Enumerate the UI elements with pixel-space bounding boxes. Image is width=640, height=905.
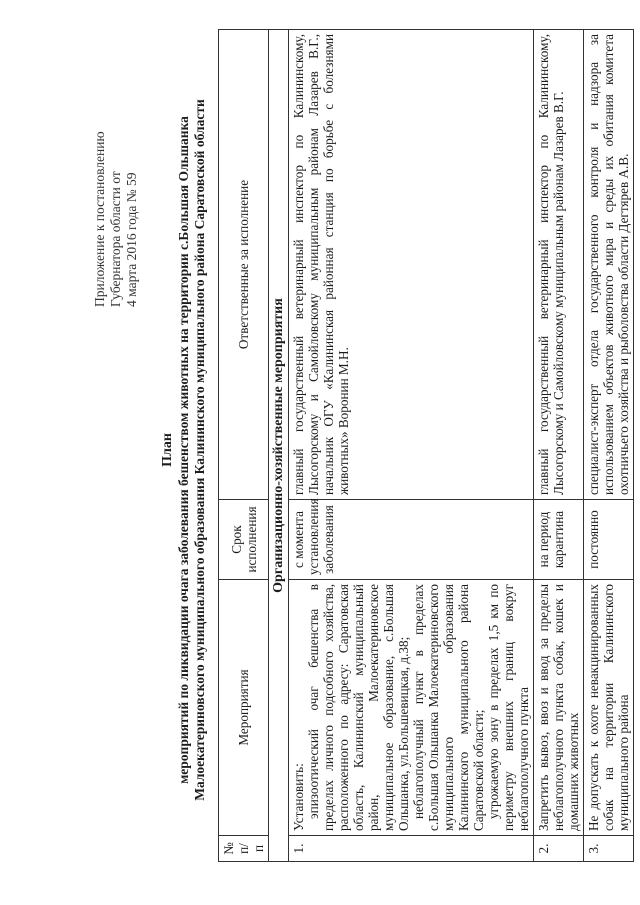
table-row: [534, 30, 584, 862]
measures-table: [218, 29, 634, 862]
header-num: № п/п: [219, 836, 269, 862]
approval-line-2: Губернатора области от: [108, 171, 123, 307]
section-row: [269, 30, 289, 862]
header-responsible: Ответственные за исполнение: [219, 30, 269, 500]
document-title: [160, 35, 208, 865]
table-row: [584, 30, 634, 862]
row-measure: Запретить вывоз, ввоз и ввод за пределы неблагополучного пункта собак, кошек и домашних животных: [534, 580, 584, 836]
row-responsible: специалист-эксперт отдела государственного контроля и надзора за использованием объектов животного мира и среды их обитания комитета охотничьего хозяйства и рыболовства области Дегтярев А.В.: [584, 30, 634, 500]
table-header-row: [219, 30, 269, 862]
approval-line-1: Приложение к постановлению: [92, 131, 107, 307]
section-title: Организационно-хозяйственные мероприятия: [269, 30, 289, 862]
row-measure: Не допускать к охоте невакцинированных собак на территории Калининского муниципального района: [584, 580, 634, 836]
row-term: постоянно: [584, 500, 634, 580]
table-row: [289, 30, 534, 862]
measure-intro: Установить:: [291, 763, 306, 831]
row-num: 3.: [584, 836, 634, 862]
row-responsible: главный государственный ветеринарный инспектор по Калининскому, Лысогорскому и Самойловскому муниципальным районам Лазарев В.Г.: [534, 30, 584, 500]
row-num: 1.: [289, 836, 534, 862]
header-term: Срок исполнения: [219, 500, 269, 580]
row-term: на период карантина: [534, 500, 584, 580]
approval-line-3: 4 марта 2016 года № 59: [124, 172, 139, 307]
title-line-2: Малоекатериновского муниципального образования Калининского муниципального района Саратовской области: [192, 99, 207, 801]
header-measures: Мероприятия: [219, 580, 269, 836]
row-term: с момента установления заболевания: [289, 500, 534, 580]
measure-paragraph: эпизоотический очаг бешенства в пределах личного подсобного хозяйства, расположенного по адресу: Саратовская область, Калининский муниципальный район, Малоекатериновское муниципальное образование, с.Большая Ольшанка, ул.Большевицкая, д.38;: [306, 584, 411, 831]
title-line-1: мероприятий по ликвидации очага заболевания бешенством животных на территории с.Большая Ольшанка: [176, 116, 191, 784]
row-num: 2.: [534, 836, 584, 862]
row-measure: [289, 580, 534, 836]
row-responsible: главный государственный ветеринарный инспектор по Калининскому, Лысогорскому и Самойловскому муниципальным районам Лазарев В.Г., начальник ОГУ «Калининская районная станция по борьбе с болезнями животных» Воронин М.Н.: [289, 30, 534, 500]
measure-paragraph: угрожаемую зону в пределах 1,5 км по периметру внешних границ вокруг неблагополучного пункта: [486, 584, 531, 831]
title-heading: План: [160, 433, 175, 467]
approval-stamp-block: [92, 131, 140, 307]
measure-paragraph: неблагополучный пункт в пределах с.Большая Ольшанка Малоекатериновского муниципального образования Калининского муниципального района Саратовской области;: [411, 584, 486, 831]
